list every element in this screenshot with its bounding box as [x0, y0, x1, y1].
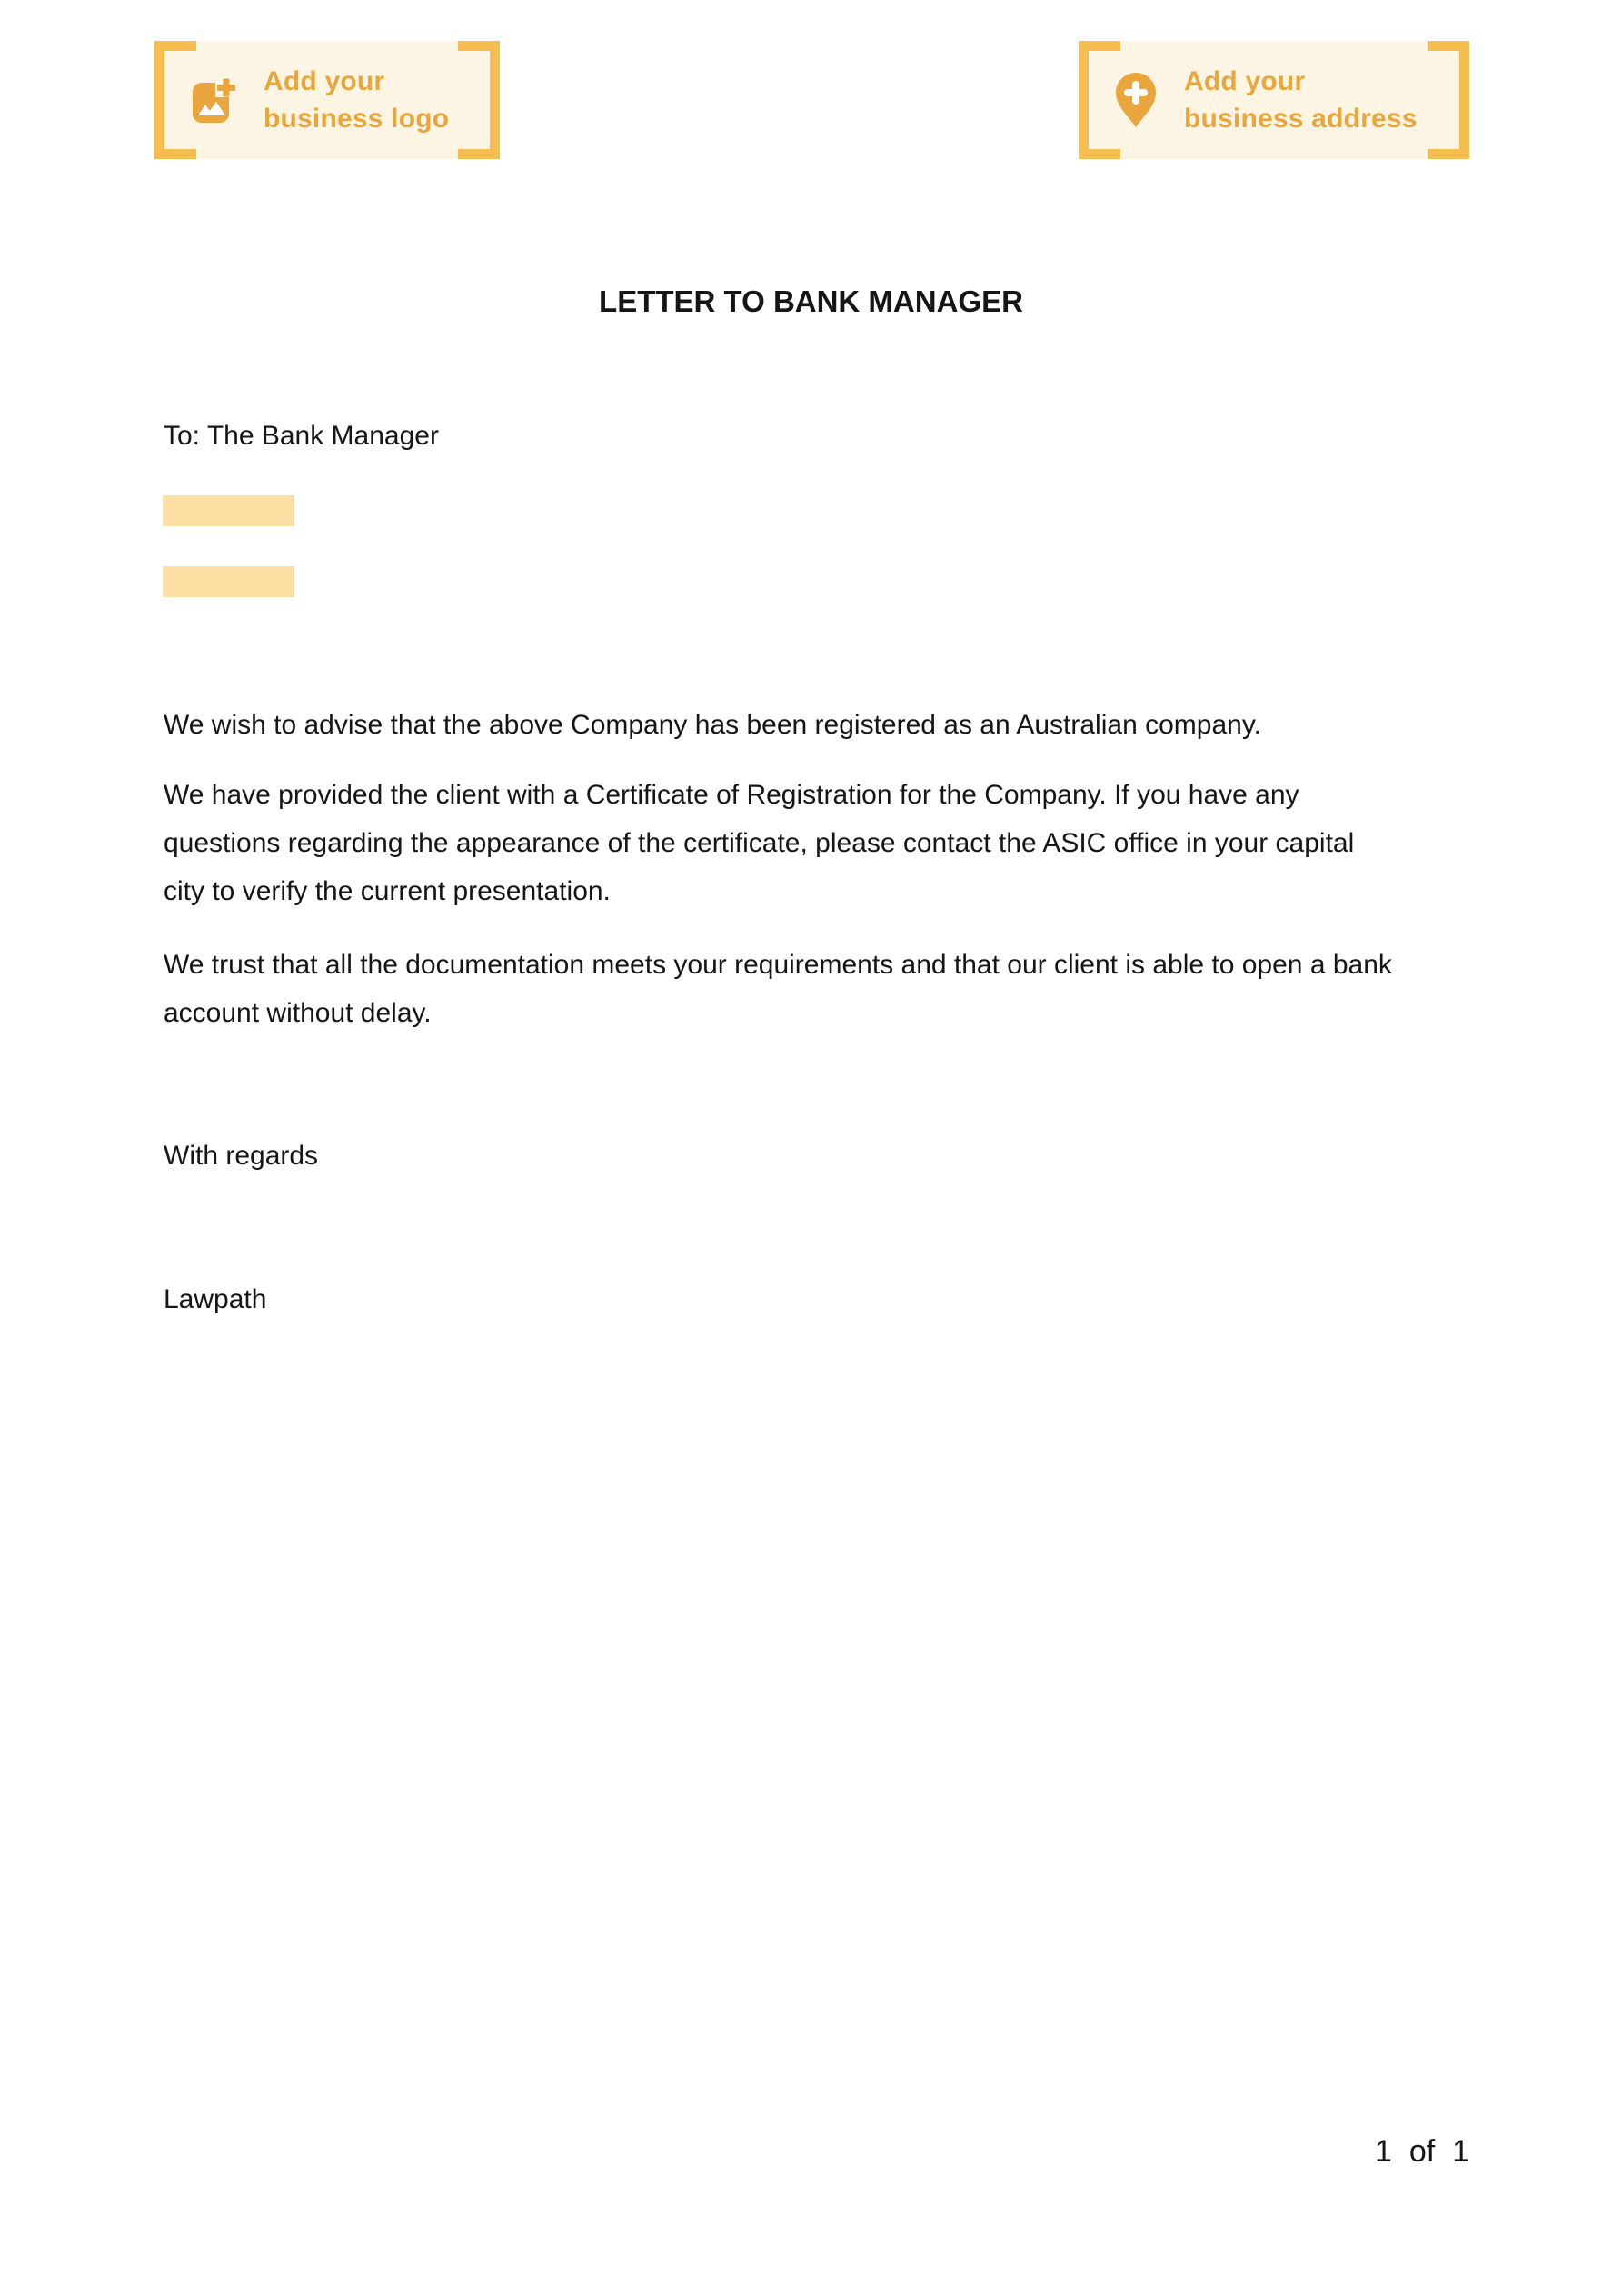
paragraph-line: account without delay. — [164, 998, 432, 1028]
paragraph-line: We wish to advise that the above Company has been registered as an Australian company. — [164, 710, 1261, 740]
paragraph-line: city to verify the current presentation. — [164, 876, 611, 906]
bracket-right-decoration — [458, 41, 500, 159]
recipient-line: To: The Bank Manager — [164, 421, 439, 451]
badge-content — [1079, 63, 1418, 137]
badge-label-line2: business logo — [264, 104, 450, 134]
paragraph-line: We have provided the client with a Certificate of Registration for the Company. If you have any — [164, 780, 1299, 810]
page-number-indicator: 1 of 1 — [1375, 2134, 1469, 2169]
badge-label-line1: Add your — [1184, 66, 1306, 96]
map-pin-add-icon — [1115, 72, 1157, 128]
placeholder-field-2[interactable] — [163, 566, 294, 597]
badge-label-line1: Add your — [264, 66, 385, 96]
paragraph — [164, 941, 1392, 1037]
add-business-logo-badge[interactable] — [154, 41, 500, 159]
placeholder-field-1[interactable] — [163, 495, 294, 526]
closing-line: With regards — [164, 1141, 319, 1171]
bracket-right-decoration — [1428, 41, 1469, 159]
signature-line: Lawpath — [164, 1284, 267, 1314]
add-business-address-badge[interactable] — [1079, 41, 1469, 159]
badge-label — [1184, 63, 1418, 137]
paragraph — [164, 771, 1354, 915]
document-title: LETTER TO BANK MANAGER — [599, 285, 1023, 318]
paragraph-line: We trust that all the documentation meets your requirements and that our client is able to open a bank — [164, 950, 1392, 980]
badge-label — [264, 63, 449, 137]
paragraph-line: questions regarding the appearance of the certificate, please contact the ASIC office in your capital — [164, 828, 1355, 858]
badge-label-line2: business address — [1184, 104, 1418, 134]
image-add-icon — [191, 76, 236, 124]
paragraph — [164, 701, 1261, 749]
badge-content — [154, 63, 449, 137]
